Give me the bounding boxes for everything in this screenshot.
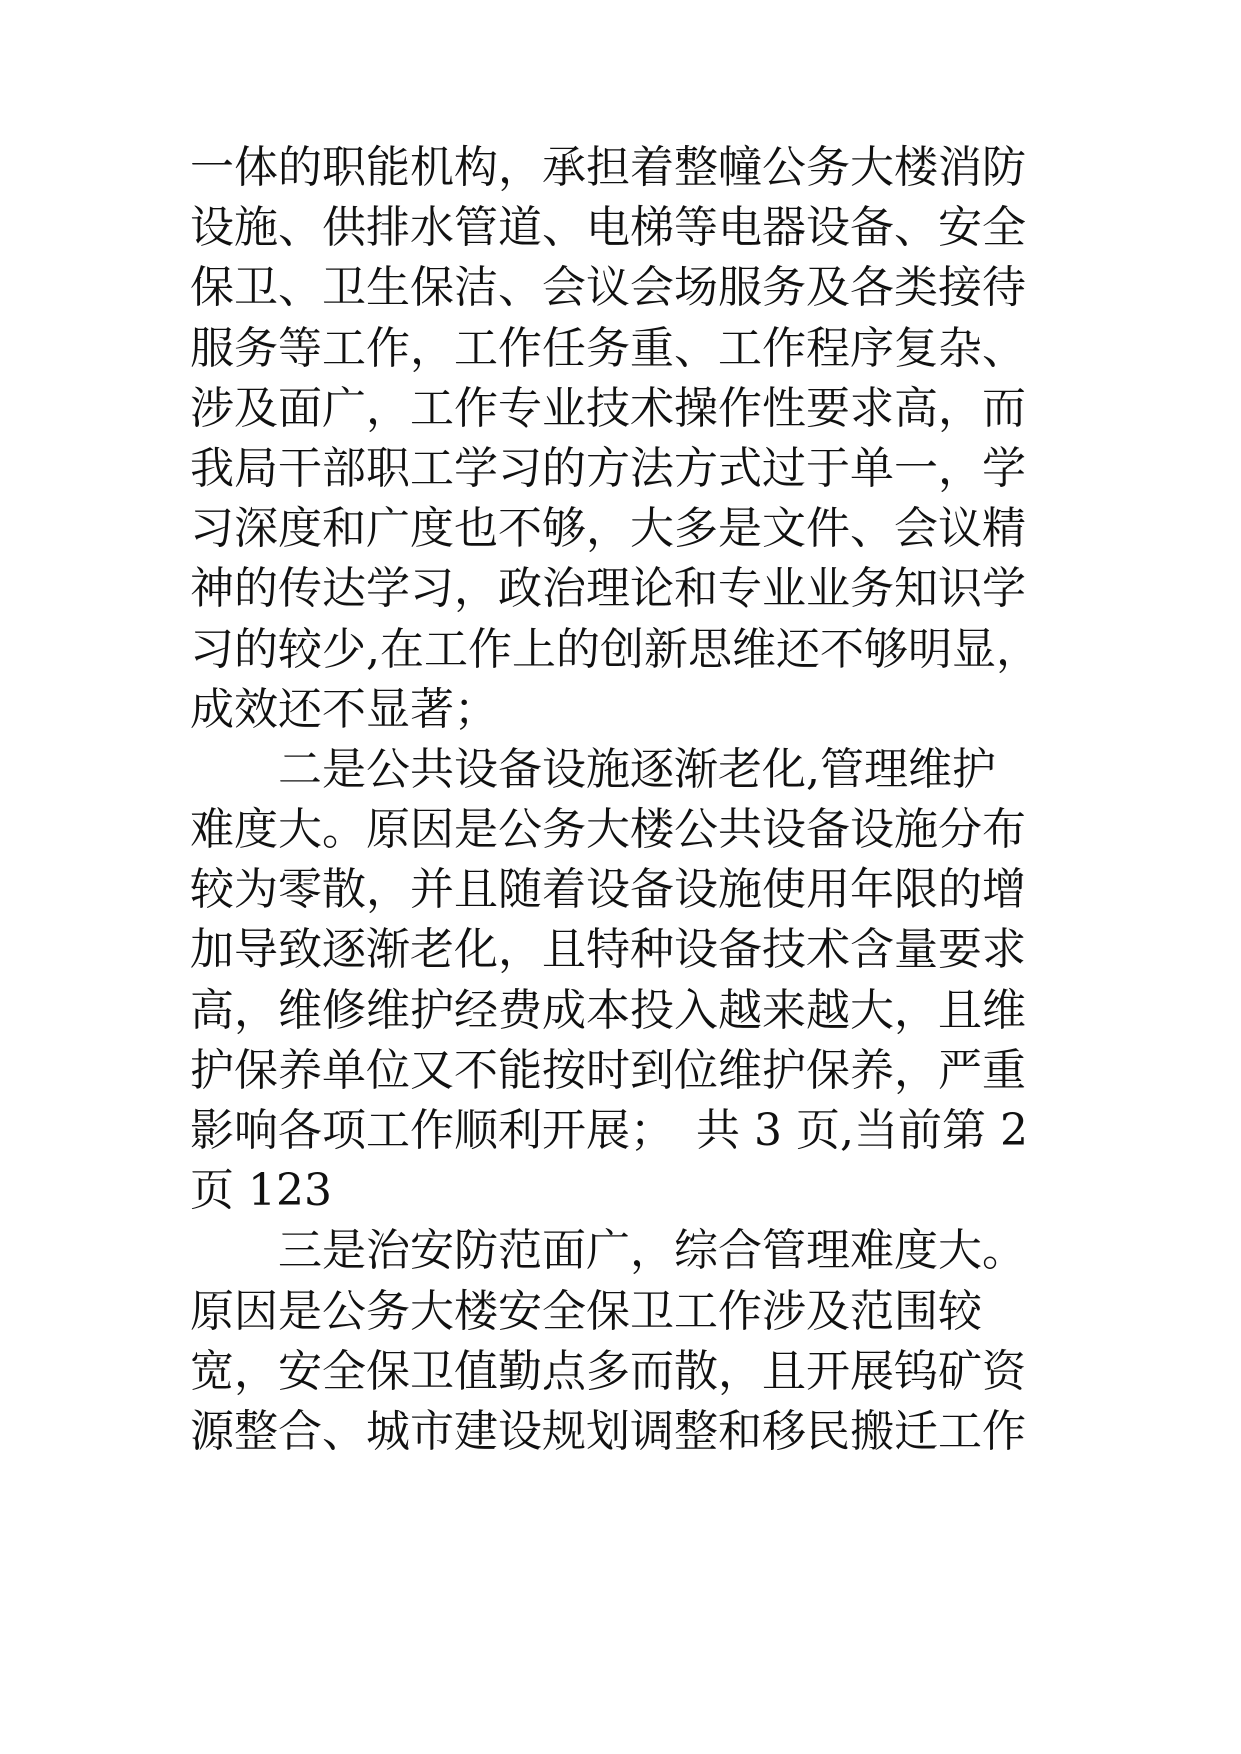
text-line: 难度大。原因是公务大楼公共设备设施分布 [190, 804, 1026, 856]
text-line: 服务等工作，工作任务重、工作程序复杂、 [190, 322, 1026, 374]
text-line: 加导致逐渐老化，且特种设备技术含量要求 [190, 924, 1026, 976]
text-line-with-page-indicator: 影响各项工作顺利开展； 共 3 页,当前第 2 [190, 1105, 1028, 1156]
text-line: 我局干部职工学习的方法方式过于单一，学 [190, 442, 1026, 494]
text-line: 高，维修维护经费成本投入越来越大，且维 [190, 984, 1026, 1036]
page-nav-line: 页 123 [190, 1165, 332, 1217]
body-text [190, 138, 1070, 1462]
paragraph-start-line: 三是治安防范面广，综合管理难度大。 [190, 1225, 1026, 1277]
text-line: 保卫、卫生保洁、会议会场服务及各类接待 [190, 262, 1026, 314]
text-line: 涉及面广，工作专业技术操作性要求高，而 [190, 382, 1026, 434]
text-line: 习深度和广度也不够，大多是文件、会议精 [190, 503, 1026, 555]
text-line: 原因是公务大楼安全保卫工作涉及范围较 [190, 1285, 982, 1337]
text-line: 神的传达学习，政治理论和专业业务知识学 [190, 563, 1026, 615]
text-line: 一体的职能机构，承担着整幢公务大楼消防 [190, 142, 1026, 193]
text-line: 习的较少,在工作上的创新思维还不够明显， [190, 623, 1040, 675]
text-line: 护保养单位又不能按时到位维护保养，严重 [190, 1044, 1026, 1096]
paragraph-start-line: 二是公共设备设施逐渐老化,管理维护 [190, 743, 996, 795]
text-line: 成效还不显著； [190, 683, 498, 735]
text-line: 宽，安全保卫值勤点多而散，且开展钨矿资 [190, 1345, 1026, 1397]
text-line: 源整合、城市建设规划调整和移民搬迁工作 [190, 1405, 1026, 1457]
text-line: 设施、供排水管道、电梯等电器设备、安全 [190, 202, 1026, 254]
text-line: 较为零散，并且随着设备设施使用年限的增 [190, 864, 1026, 916]
